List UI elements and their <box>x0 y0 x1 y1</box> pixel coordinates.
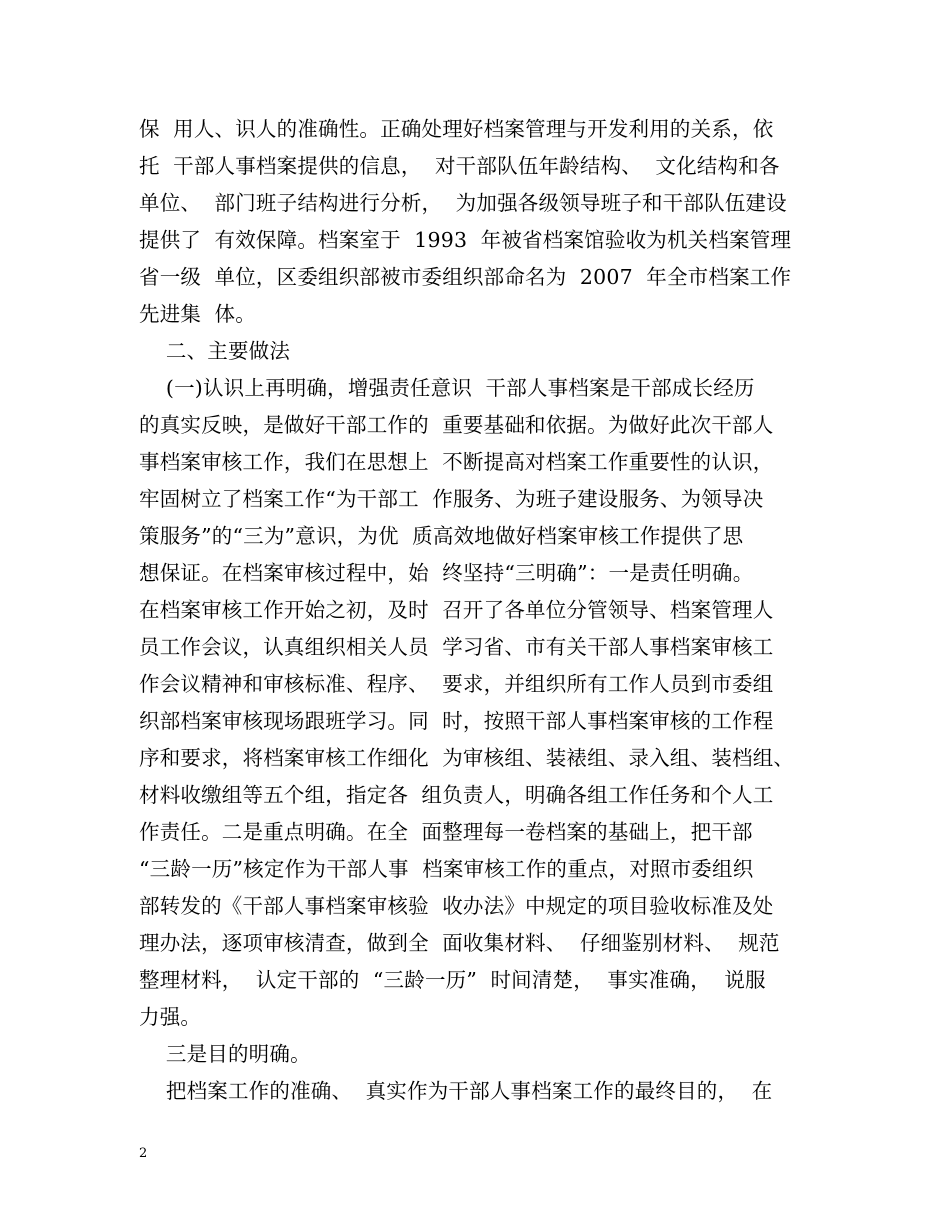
text-line: 理办法，逐项审核清查，做到全 面收集材料、 仔细鉴别材料、 规范 <box>139 931 780 955</box>
text-line: 部转发的《干部人事档案审核验 收办法》中规定的项目验收标准及处 <box>139 894 774 918</box>
text-line: 力强。 <box>139 1005 202 1029</box>
text-line: 把档案工作的准确、 真实作为干部人事档案工作的最终目的， 在 <box>139 1079 773 1103</box>
text-line: 作会议精神和审核标准、程序、 要求，并组织所有工作人员到市委组 <box>139 672 774 696</box>
text-line: 提供了 有效保障。档案室于 1993 年被省档案馆验收为机关档案管理 <box>139 228 792 252</box>
text-line: 省一级 单位，区委组织部被市委组织部命名为 2007 年全市档案工作 <box>139 265 792 289</box>
text-line: 序和要求，将档案审核工作细化 为审核组、装裱组、录入组、装档组、 <box>139 746 795 770</box>
text-line: 托 干部人事档案提供的信息， 对干部队伍年龄结构、 文化结构和各 <box>139 154 780 178</box>
text-line: 先进集 体。 <box>139 302 256 326</box>
text-line: 在档案审核工作开始之初，及时 召开了各单位分管领导、档案管理人 <box>139 598 774 622</box>
section-heading: 二、主要做法 <box>139 339 291 363</box>
text-line: 三是目的明确。 <box>139 1042 311 1066</box>
text-line: 作责任。二是重点明确。在全 面整理每一卷档案的基础上，把干部 <box>139 820 753 844</box>
text-line: 策服务”的“三为”意识，为优 质高效地做好档案审核工作提供了思 <box>139 524 744 548</box>
text-line: 事档案审核工作，我们在思想上 不断提高对档案工作重要性的认识， <box>139 450 774 474</box>
text-line: 的真实反映，是做好干部工作的 重要基础和依据。为做好此次干部人 <box>139 413 774 437</box>
text-line: 织部档案审核现场跟班学习。同 时，按照干部人事档案审核的工作程 <box>139 709 774 733</box>
text-line: 想保证。在档案审核过程中，始 终坚持“三明确”：一是责任明确。 <box>139 561 754 585</box>
text-line: 单位、 部门班子结构进行分析， 为加强各级领导班子和干部队伍建设 <box>139 191 787 215</box>
text-line: 材料收缴组等五个组，指定各 组负责人，明确各组工作任务和个人工 <box>139 783 774 807</box>
page-number: 2 <box>139 1146 148 1161</box>
text-line: 牢固树立了档案工作“为干部工 作服务、为班子建设服务、为领导决 <box>139 487 764 511</box>
text-line: (一)认识上再明确，增强责任意识 干部人事档案是干部成长经历 <box>139 376 755 400</box>
text-line: “三龄一历”核定作为干部人事 档案审核工作的重点，对照市委组织 <box>139 857 754 881</box>
text-line: 保 用人、识人的准确性。正确处理好档案管理与开发利用的关系，依 <box>139 117 774 141</box>
text-line: 员工作会议，认真组织相关人员 学习省、市有关干部人事档案审核工 <box>139 635 774 659</box>
text-line: 整理材料， 认定干部的 “三龄一历” 时间清楚， 事实准确， 说服 <box>139 968 766 992</box>
